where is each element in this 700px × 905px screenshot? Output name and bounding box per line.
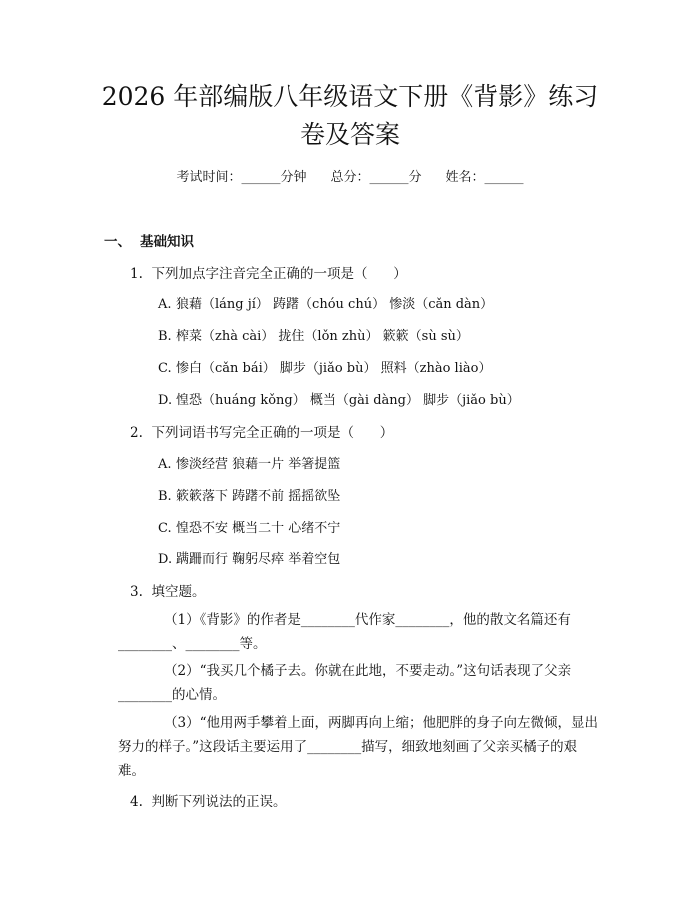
option-letter: B. — [158, 489, 172, 504]
option-text: 惶恐不安 概当二十 心绪不宁 — [176, 521, 341, 536]
q3-item-3: （3）“他用两手攀着上面，两脚再向上缩；他肥胖的身子向左微倾，显出努力的样子。”这段话主要运用了________描写，细致地刻画了父亲买橘子的艰难。 — [118, 715, 598, 779]
section-heading — [104, 230, 194, 250]
option-text: 蹒跚而行 鞠躬尽瘁 举着空包 — [176, 552, 341, 567]
option-text: 惨白（cǎn bái） 脚步（jiǎo bù） 照料（zhào liào） — [176, 361, 492, 376]
option-letter: C. — [158, 361, 172, 376]
option-text: 榨菜（zhà cài） 拢住（lǒn zhù） 簌簌（sù sù） — [176, 329, 469, 344]
question-4: 4. 判断下列说法的正误。 — [130, 794, 287, 810]
option-letter: C. — [158, 521, 172, 536]
exam-score: 总分：______分 — [330, 170, 422, 185]
option-letter: D. — [158, 393, 173, 408]
section-number: 一、 — [104, 234, 131, 250]
student-name: 姓名：______ — [445, 170, 524, 185]
q1-option-c — [158, 357, 491, 376]
q3-item-2: （2）“我买几个橘子去。你就在此地，不要走动。”这句话表现了父亲________的心情。 — [118, 663, 572, 703]
q2-option-b — [158, 485, 340, 504]
option-text: 惶恐（huáng kǒng） 概当（gài dàng） 脚步（jiǎo bù） — [176, 393, 520, 408]
question-3: 3. 填空题。 — [130, 584, 206, 600]
q1-option-d — [158, 389, 520, 408]
page-title — [0, 78, 700, 154]
question-1: 1. 下列加点字注音完全正确的一项是（ ） — [130, 266, 407, 282]
option-text: 狼藉（láng jí） 踌躇（chóu chú） 惨淡（cǎn dàn） — [176, 297, 494, 312]
exam-time: 考试时间：______分钟 — [176, 170, 307, 185]
q1-option-a — [158, 293, 493, 312]
option-letter: B. — [158, 329, 172, 344]
title-line-1: 2026 年部编版八年级语文下册《背影》练习 — [101, 82, 599, 111]
option-letter: A. — [158, 297, 172, 312]
option-text: 簌簌落下 踌躇不前 摇摇欲坠 — [176, 489, 341, 504]
option-letter: D. — [158, 552, 173, 567]
option-text: 惨淡经营 狼藉一片 举箸提篮 — [176, 457, 341, 472]
exam-info — [0, 166, 700, 185]
question-2: 2. 下列词语书写完全正确的一项是（ ） — [130, 425, 394, 441]
option-letter: A. — [158, 457, 172, 472]
q2-option-d — [158, 548, 340, 567]
section-title: 基础知识 — [140, 234, 194, 250]
q3-item-1: （1）《背影》的作者是________代作家________，他的散文名篇还有________、________等。 — [118, 612, 571, 652]
title-line-2: 卷及答案 — [299, 120, 400, 149]
q2-option-c — [158, 517, 340, 536]
q1-option-b — [158, 325, 469, 344]
q2-option-a — [158, 453, 340, 472]
